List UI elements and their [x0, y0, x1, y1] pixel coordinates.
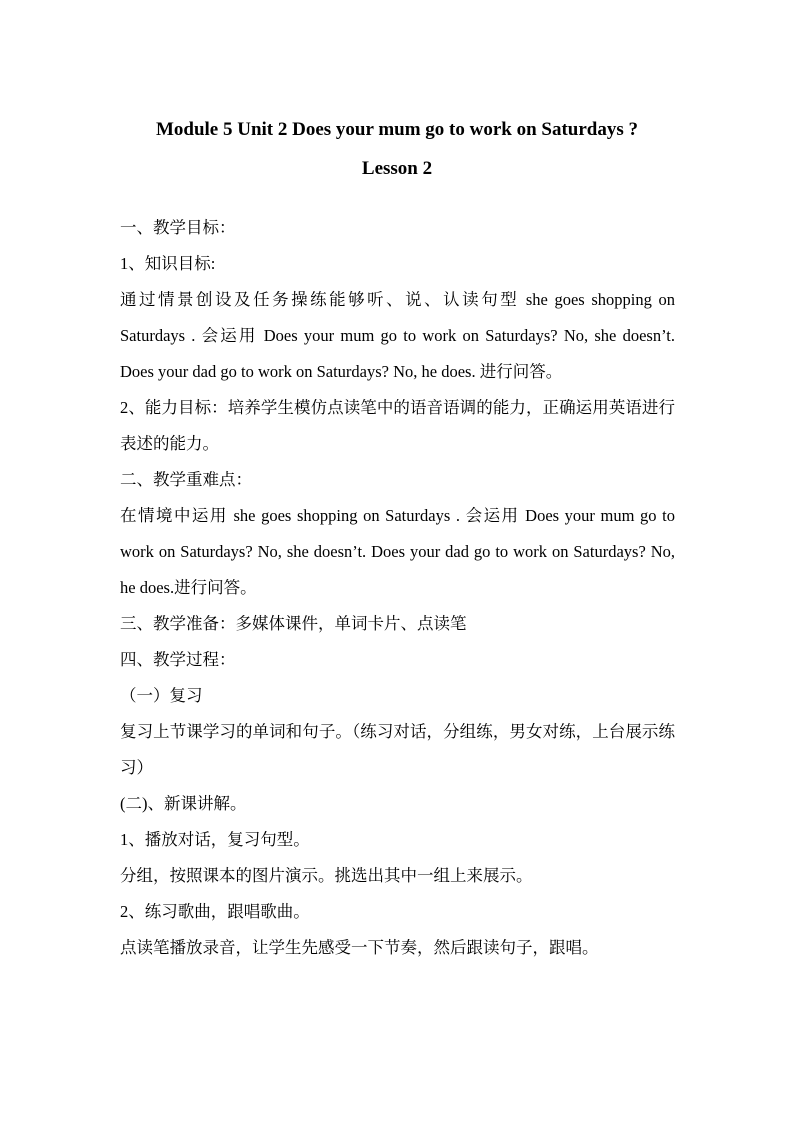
knowledge-goal-label: 1、知识目标: [120, 254, 216, 273]
key-points-text: 在情境中运用 she goes shopping on Saturdays . 会运用 Does your mum go to work on Saturdays? No, she doesn’t. Does your dad go to work on Saturdays? No, he does.进行问答。 [120, 506, 675, 597]
new-lesson-heading: (二)、新课讲解。 [120, 794, 247, 813]
key-points-heading: 二、教学重难点： [120, 470, 252, 489]
review-heading: （一）复习 [120, 686, 203, 705]
step2-heading: 2、练习歌曲，跟唱歌曲。 [120, 902, 310, 921]
knowledge-goal-text: 通过情景创设及任务操练能够听、说、认读句型 she goes shopping on Saturdays . 会运用 Does your mum go to work on Saturdays? No, she doesn’t. Does your dad go to work on Saturdays? No, he does. 进行问答。 [120, 290, 675, 381]
goals-heading: 一、教学目标： [120, 218, 236, 237]
document-body [120, 210, 675, 966]
document-title: Module 5 Unit 2 Does your mum go to work on Saturdays ? [155, 119, 639, 140]
step1-text: 分组，按照课本的图片演示。挑选出其中一组上来展示。 [120, 866, 533, 885]
preparation-text: 三、教学准备：多媒体课件，单词卡片、点读笔 [120, 614, 467, 633]
ability-goal-text: 2、能力目标：培养学生模仿点读笔中的语音语调的能力，正确运用英语进行表述的能力。 [120, 398, 675, 453]
step1-heading: 1、播放对话，复习句型。 [120, 830, 310, 849]
review-text: 复习上节课学习的单词和句子。（练习对话，分组练，男女对练，上台展示练习） [120, 722, 675, 777]
step2-text: 点读笔播放录音，让学生先感受一下节奏，然后跟读句子，跟唱。 [120, 938, 599, 957]
process-heading: 四、教学过程： [120, 650, 236, 669]
document-subtitle: Lesson 2 [361, 158, 433, 179]
